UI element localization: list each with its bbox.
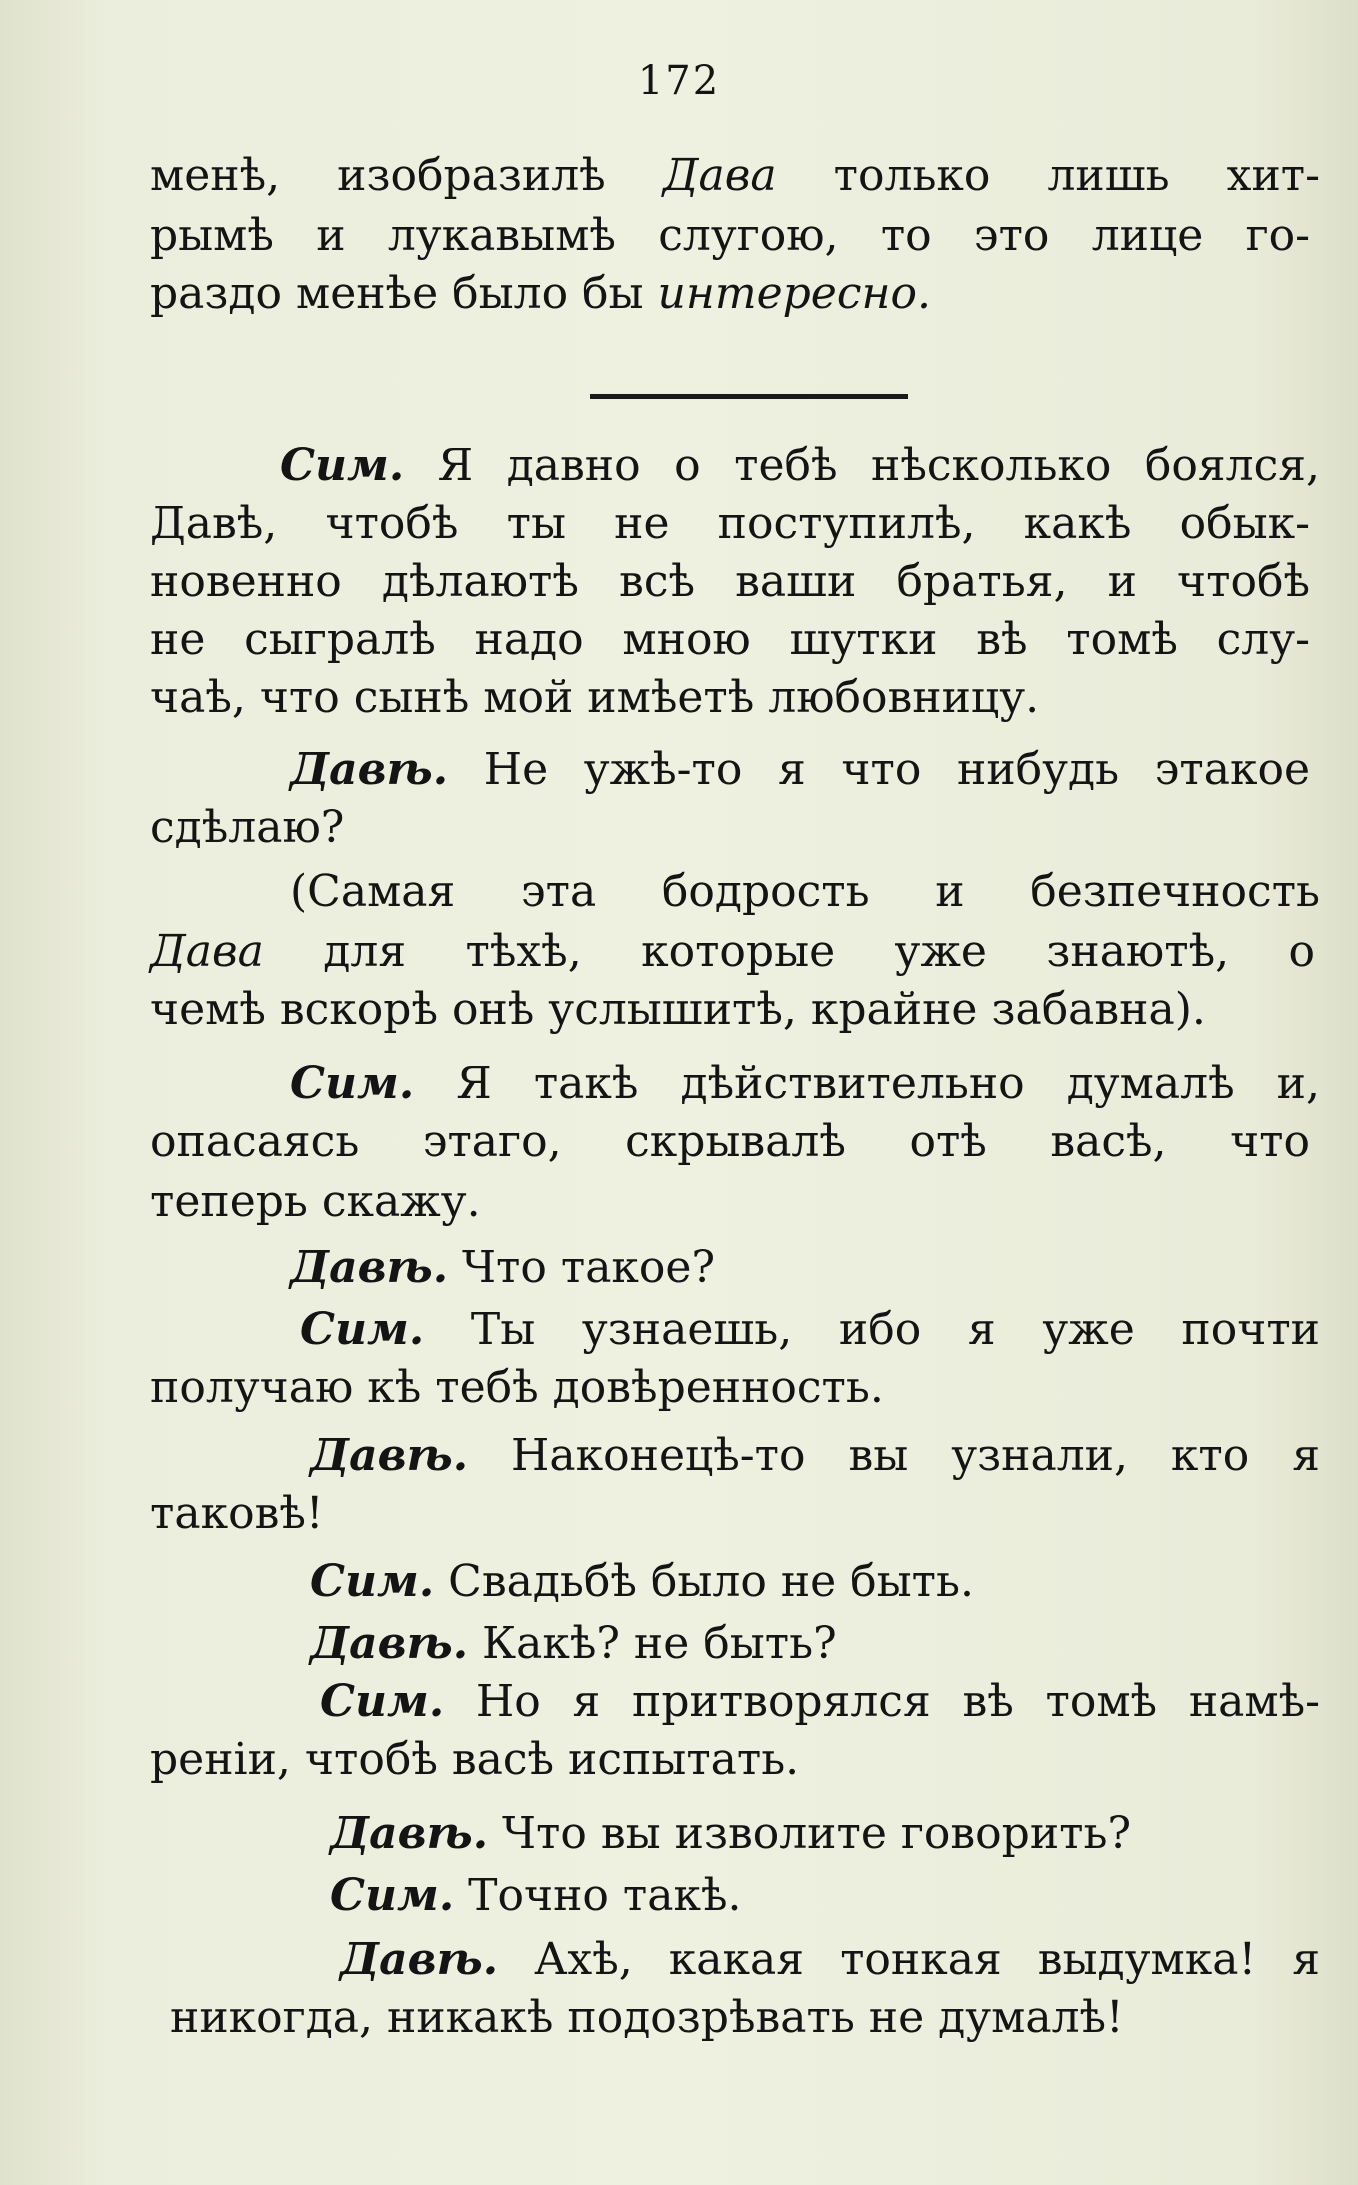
speaker-name: Сим. [320, 1676, 445, 1727]
text-segment: Наконецѣ-то вы узнали, кто я [468, 1430, 1320, 1481]
text-line [150, 802, 344, 854]
text-line [340, 1934, 1320, 1986]
speaker-name: Давѣ. [290, 744, 449, 795]
text-segment: не сыгралѣ надо мною шутки вѣ томѣ слу- [150, 614, 1310, 665]
text-segment: получаю кѣ тебѣ довѣренность. [150, 1362, 884, 1413]
text-segment: Я давно о тебѣ нѣсколько боялся, [404, 440, 1320, 491]
text-segment: Свадьбѣ было не быть. [434, 1556, 974, 1607]
text-line [150, 1362, 884, 1414]
italic-text: Дава [662, 150, 777, 201]
speaker-name: Давѣ. [310, 1618, 469, 1669]
speaker-name: Давѣ. [330, 1808, 489, 1859]
speaker-name: Сим. [300, 1304, 425, 1355]
section-divider [590, 394, 908, 399]
text-segment: Не ужѣ-то я что нибудь этакое [448, 744, 1310, 795]
text-line [150, 556, 1310, 608]
text-line [150, 1734, 799, 1786]
text-segment: чемѣ вскорѣ онѣ услышитѣ, крайне забавна). [150, 984, 1206, 1035]
speaker-name: Сим. [310, 1556, 435, 1607]
text-line [150, 926, 1315, 978]
text-segment: Какѣ? не быть? [468, 1618, 837, 1669]
text-line [320, 1676, 1320, 1728]
text-line [290, 1242, 715, 1294]
text-segment: рымѣ и лукавымѣ слугою, то это лице го- [150, 210, 1310, 261]
text-segment: для тѣхѣ, которые уже знаютѣ, о [263, 926, 1315, 977]
text-line [170, 1992, 1124, 2044]
text-line [150, 614, 1310, 666]
text-line [150, 1116, 1310, 1168]
text-line [150, 268, 931, 320]
text-segment: теперь скажу. [150, 1176, 481, 1227]
text-segment: Я такѣ дѣйствительно думалѣ и, [414, 1058, 1320, 1109]
speaker-name: Давѣ. [310, 1430, 469, 1481]
text-line [150, 984, 1206, 1036]
text-line [290, 744, 1310, 796]
text-segment: новенно дѣлаютѣ всѣ ваши братья, и чтобѣ [150, 556, 1310, 607]
text-line [150, 150, 1320, 202]
text-segment: раздо менѣе было бы [150, 268, 658, 319]
speaker-name: Давѣ. [340, 1934, 499, 1985]
text-segment: никогда, никакѣ подозрѣвать не думалѣ! [170, 1992, 1124, 2043]
text-segment: (Самая эта бодрость и безпечность [290, 866, 1320, 917]
text-line [310, 1618, 837, 1670]
text-line [330, 1808, 1131, 1860]
speaker-name: Давѣ. [290, 1242, 449, 1293]
text-segment: Что такое? [448, 1242, 716, 1293]
text-segment: менѣ, изобразилѣ [150, 150, 663, 201]
speaker-name: Сим. [330, 1870, 455, 1921]
text-segment: чаѣ, что сынѣ мой имѣетѣ любовницу. [150, 672, 1040, 723]
text-segment: Ахѣ, какая тонкая выдумка! я [498, 1934, 1320, 1985]
italic-text: интересно. [657, 268, 931, 319]
text-line [310, 1556, 974, 1608]
text-segment: сдѣлаю? [150, 802, 345, 853]
text-line [150, 498, 1310, 550]
text-line [310, 1430, 1320, 1482]
text-line [150, 1488, 324, 1540]
text-line [290, 866, 1320, 918]
speaker-name: Сим. [280, 440, 405, 491]
text-line [300, 1304, 1320, 1356]
text-segment: Давѣ, чтобѣ ты не поступилѣ, какѣ обык- [150, 498, 1310, 549]
text-line [290, 1058, 1320, 1110]
text-segment: только лишь хит- [776, 150, 1321, 201]
speaker-name: Сим. [290, 1058, 415, 1109]
text-segment: Что вы изволите говорить? [488, 1808, 1132, 1859]
text-segment: таковѣ! [150, 1488, 324, 1539]
page-number: 172 [637, 58, 721, 104]
text-segment: Ты узнаешь, ибо я уже почти [424, 1304, 1320, 1355]
text-segment: реніи, чтобѣ васѣ испытать. [150, 1734, 800, 1785]
text-line [150, 1176, 481, 1228]
text-line [150, 210, 1310, 262]
text-segment: Но я притворялся вѣ томѣ намѣ- [444, 1676, 1320, 1727]
text-line [280, 440, 1320, 492]
text-segment: Точно такѣ. [454, 1870, 742, 1921]
text-line [150, 672, 1039, 724]
text-segment: опасаясь этаго, скрывалѣ отѣ васѣ, что [150, 1116, 1310, 1167]
text-line [330, 1870, 741, 1922]
italic-text: Дава [150, 926, 264, 977]
